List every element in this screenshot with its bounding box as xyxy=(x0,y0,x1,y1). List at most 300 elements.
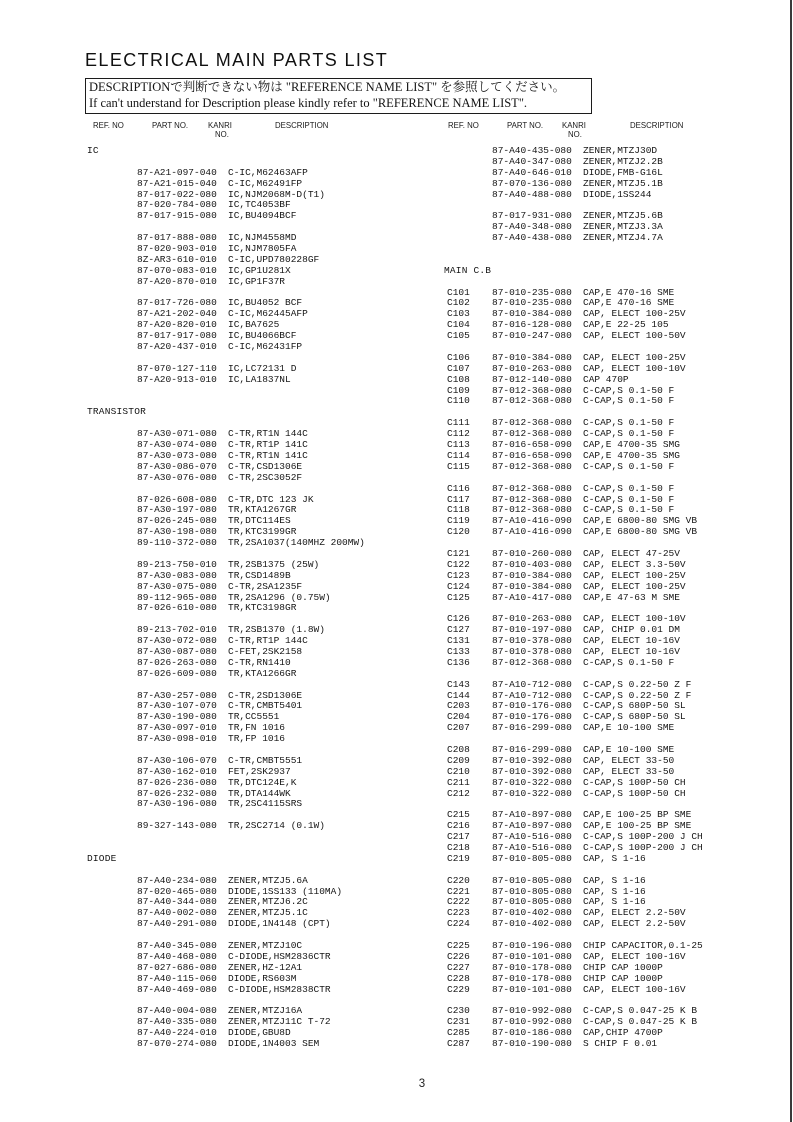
description-cell: CAP,E 470-16 SME xyxy=(583,297,675,309)
part-no-cell: 87-A30-257-080 xyxy=(137,689,217,701)
ref-cell: C101 xyxy=(447,286,470,298)
part-no-cell: 87-017-931-080 xyxy=(492,210,572,222)
ref-cell: C116 xyxy=(447,482,470,494)
ref-cell xyxy=(87,778,137,789)
description-cell: CAP, S 1-16 xyxy=(583,852,646,864)
section-label: MAIN C.B xyxy=(444,264,492,276)
table-row xyxy=(444,919,789,930)
ref-cell: C285 xyxy=(447,1027,470,1039)
table-row xyxy=(87,603,437,614)
ref-cell: C110 xyxy=(447,395,470,407)
ref-cell: C107 xyxy=(447,362,470,374)
description-cell: C-CAP,S 100P-50 CH xyxy=(583,787,686,799)
ref-cell: C226 xyxy=(447,950,470,962)
table-row xyxy=(87,582,437,593)
part-no-cell: 87-016-299-080 xyxy=(492,722,572,734)
ref-cell xyxy=(87,767,137,778)
ref-cell: C230 xyxy=(447,1005,470,1017)
ref-cell: C123 xyxy=(447,569,470,581)
ref-cell: C207 xyxy=(447,722,470,734)
ref-cell xyxy=(87,451,137,462)
description-cell: C-DIODE,HSM2838CTR xyxy=(228,983,331,995)
ref-cell: C111 xyxy=(447,417,470,429)
table-row xyxy=(87,277,437,288)
description-cell: C-CAP,S 680P-50 SL xyxy=(583,700,686,712)
description-cell: C-TR,2SA1235F xyxy=(228,580,303,592)
part-no-cell: 87-010-384-080 xyxy=(492,569,572,581)
description-cell: TR,2SA1037(140MHZ 200MW) xyxy=(228,537,365,549)
table-row xyxy=(444,1039,789,1050)
table-row xyxy=(87,985,437,996)
ref-cell: C143 xyxy=(447,678,470,690)
part-no-cell: 87-026-263-080 xyxy=(137,656,217,668)
description-cell: ZENER,MTZJ5.6A xyxy=(228,874,308,886)
part-no-cell: 87-012-368-080 xyxy=(492,482,572,494)
part-no-cell: 87-A40-435-080 xyxy=(492,145,572,156)
description-cell: CHIP CAP 1000P xyxy=(583,961,663,973)
part-no-cell: 87-A40-469-080 xyxy=(137,983,217,995)
description-cell: C-TR,2SD1306E xyxy=(228,689,303,701)
part-no-cell: 87-A40-234-080 xyxy=(137,874,217,886)
part-no-cell: 87-A30-073-080 xyxy=(137,449,217,461)
ref-cell xyxy=(87,516,137,527)
description-cell: CAP, S 1-16 xyxy=(583,874,646,886)
description-cell: C-FET,2SK2158 xyxy=(228,645,303,657)
description-cell: CAP, ELECT 47-25V xyxy=(583,547,680,559)
description-cell: C-CAP,S 0.1-50 F xyxy=(583,428,675,440)
table-row xyxy=(444,876,789,887)
part-no-cell: 87-A30-075-080 xyxy=(137,580,217,592)
part-no-cell: 8Z-AR3-610-010 xyxy=(137,253,217,265)
ref-cell xyxy=(87,211,137,222)
ref-cell xyxy=(87,1017,137,1028)
ref-cell xyxy=(87,462,137,473)
part-no-cell: 89-213-750-010 xyxy=(137,558,217,570)
row-gap xyxy=(87,832,437,843)
notice-line-japanese: DESCRIPTIONで判断できない物は "REFERENCE NAME LIST" を参照してください。 xyxy=(89,80,566,94)
part-no-cell: 87-A30-072-080 xyxy=(137,635,217,647)
part-no-cell: 87-010-197-080 xyxy=(492,624,572,636)
description-cell: CAP, ELECT 3.3-50V xyxy=(583,558,686,570)
part-no-cell: 87-A40-115-060 xyxy=(137,972,217,984)
description-cell: TR,DTC114ES xyxy=(228,515,291,527)
ref-cell xyxy=(444,190,492,201)
description-cell: CAP, ELECT 33-50 xyxy=(583,765,675,777)
ref-cell: C104 xyxy=(447,319,470,331)
description-cell: ZENER,MTZJ10C xyxy=(228,940,303,952)
description-cell: C-DIODE,HSM2836CTR xyxy=(228,950,331,962)
ref-cell xyxy=(87,647,137,658)
ref-cell xyxy=(87,266,137,277)
ref-cell xyxy=(87,200,137,211)
ref-cell xyxy=(87,168,137,179)
part-no-cell: 87-A30-190-080 xyxy=(137,711,217,723)
notice-line-english: If can't understand for Description please kindly refer to "REFERENCE NAME LIST". xyxy=(89,95,528,110)
ref-cell: C224 xyxy=(447,918,470,930)
part-no-cell: 87-010-235-080 xyxy=(492,297,572,309)
description-cell: C-IC,M62491FP xyxy=(228,177,303,189)
part-no-cell: 87-017-726-080 xyxy=(137,297,217,309)
part-no-cell: 87-A30-097-010 xyxy=(137,722,217,734)
scan-edge-artifact xyxy=(790,0,792,1122)
table-row xyxy=(444,778,789,789)
table-row xyxy=(87,179,437,190)
description-cell: C-CAP,S 100P-50 CH xyxy=(583,776,686,788)
description-cell: C-IC,M62463AFP xyxy=(228,166,308,178)
description-cell: CAP, ELECT 10-16V xyxy=(583,635,680,647)
part-no-cell: 87-A20-437-010 xyxy=(137,341,217,353)
description-cell: CAP,E 22-25 105 xyxy=(583,319,669,331)
ref-cell xyxy=(87,963,137,974)
ref-cell xyxy=(87,179,137,190)
ref-cell: C231 xyxy=(447,1016,470,1028)
ref-cell: C113 xyxy=(447,439,470,451)
part-no-cell: 89-213-702-010 xyxy=(137,624,217,636)
ref-cell xyxy=(87,331,137,342)
section-label: DIODE xyxy=(87,852,117,864)
row-gap xyxy=(444,473,789,484)
ref-cell: C219 xyxy=(447,852,470,864)
description-cell: ZENER,MTZJ5.1B xyxy=(583,177,663,189)
table-row xyxy=(87,1039,437,1050)
description-cell: ZENER,MTZJ3.3A xyxy=(583,221,663,233)
part-no-cell: 87-016-299-080 xyxy=(492,743,572,755)
table-row xyxy=(444,974,789,985)
part-no-cell: 87-A40-438-080 xyxy=(492,232,572,244)
part-no-cell: 87-026-608-080 xyxy=(137,493,217,505)
part-no-cell: 87-A30-198-080 xyxy=(137,526,217,538)
description-cell: C-CAP,S 0.22-50 Z F xyxy=(583,678,692,690)
ref-cell xyxy=(87,593,137,604)
description-cell: CAP 470P xyxy=(583,373,629,385)
description-cell: IC,BU4052 BCF xyxy=(228,297,303,309)
part-no-cell: 87-A10-712-080 xyxy=(492,689,572,701)
part-no-cell: 87-010-378-080 xyxy=(492,645,572,657)
ref-cell xyxy=(87,473,137,484)
part-no-cell: 87-A40-335-080 xyxy=(137,1016,217,1028)
part-no-cell: 87-010-992-080 xyxy=(492,1005,572,1017)
description-cell: CAP, ELECT 33-50 xyxy=(583,754,675,766)
part-no-cell: 87-017-022-080 xyxy=(137,188,217,200)
description-cell: CAP,E 10-100 SME xyxy=(583,743,675,755)
part-no-cell: 87-070-136-080 xyxy=(492,177,572,189)
description-cell: C-CAP,S 0.1-50 F xyxy=(583,460,675,472)
ref-cell: C222 xyxy=(447,896,470,908)
ref-cell xyxy=(87,887,137,898)
part-no-cell: 87-012-368-080 xyxy=(492,460,572,472)
ref-cell xyxy=(87,495,137,506)
part-no-cell: 87-010-176-080 xyxy=(492,700,572,712)
ref-cell xyxy=(87,625,137,636)
part-no-cell: 87-A40-646-010 xyxy=(492,166,572,178)
part-no-cell: 87-A40-488-080 xyxy=(492,188,572,200)
description-cell: CAP, S 1-16 xyxy=(583,896,646,908)
row-gap xyxy=(444,255,789,266)
ref-cell xyxy=(87,440,137,451)
part-no-cell: 87-A10-516-080 xyxy=(492,842,572,853)
description-cell: IC,NJM7805FA xyxy=(228,243,297,255)
part-no-cell: 87-A10-516-080 xyxy=(492,831,572,843)
ref-cell xyxy=(87,636,137,647)
description-cell: CAP, ELECT 100-10V xyxy=(583,613,686,625)
part-no-cell: 87-017-888-080 xyxy=(137,232,217,244)
description-cell: CHIP CAP 1000P xyxy=(583,972,663,984)
column-header-ref-no-right: REF. NO xyxy=(448,120,479,130)
table-row xyxy=(87,538,437,549)
description-cell: CHIP CAPACITOR,0.1-25 xyxy=(583,940,703,952)
column-header-kanri-no-left: NO. xyxy=(215,129,229,139)
part-no-cell: 87-012-368-080 xyxy=(492,428,572,440)
ref-cell: C217 xyxy=(447,831,470,843)
part-no-cell: 87-070-274-080 xyxy=(137,1038,217,1050)
part-no-cell: 87-A10-897-080 xyxy=(492,809,572,821)
ref-cell xyxy=(87,1028,137,1039)
part-no-cell: 89-110-372-080 xyxy=(137,537,217,549)
row-gap xyxy=(444,277,789,288)
part-no-cell: 87-010-392-080 xyxy=(492,754,572,766)
ref-cell xyxy=(87,560,137,571)
description-cell: IC,BA7625 xyxy=(228,319,280,331)
part-no-cell: 87-010-186-080 xyxy=(492,1027,572,1039)
section-label: IC xyxy=(87,145,99,156)
part-no-cell: 87-A10-897-080 xyxy=(492,820,572,832)
ref-cell xyxy=(444,211,492,222)
ref-cell xyxy=(87,952,137,963)
ref-cell xyxy=(87,298,137,309)
ref-cell: C218 xyxy=(447,842,470,853)
part-no-cell: 87-010-992-080 xyxy=(492,1016,572,1028)
ref-cell: C227 xyxy=(447,961,470,973)
ref-cell: C122 xyxy=(447,558,470,570)
table-row xyxy=(87,734,437,745)
table-row xyxy=(444,233,789,244)
part-no-cell: 87-010-384-080 xyxy=(492,351,572,363)
description-cell: TR,2SB1370 (1.8W) xyxy=(228,624,325,636)
description-cell: CAP, S 1-16 xyxy=(583,885,646,897)
part-no-cell: 87-010-190-080 xyxy=(492,1038,572,1050)
description-cell: CAP,E 6800-80 SMG VB xyxy=(583,526,698,538)
ref-cell: C118 xyxy=(447,504,470,516)
ref-cell xyxy=(87,255,137,266)
description-cell: CAP, ELECT 100-10V xyxy=(583,362,686,374)
description-cell: DIODE,FMB-G16L xyxy=(583,166,663,178)
description-cell: CAP,E 470-16 SME xyxy=(583,286,675,298)
ref-cell xyxy=(87,571,137,582)
ref-cell: C133 xyxy=(447,645,470,657)
row-gap xyxy=(444,669,789,680)
part-no-cell: 87-070-127-110 xyxy=(137,362,217,374)
part-no-cell: 87-026-232-080 xyxy=(137,787,217,799)
part-no-cell: 87-012-368-080 xyxy=(492,384,572,396)
description-cell: ZENER,MTZJ30D xyxy=(583,145,658,156)
ref-cell: C287 xyxy=(447,1038,470,1050)
description-cell: IC,TC4053BF xyxy=(228,199,291,211)
part-no-cell: 87-016-658-090 xyxy=(492,439,572,451)
table-row xyxy=(87,669,437,680)
description-cell: C-IC,M62431FP xyxy=(228,341,303,353)
ref-cell: C221 xyxy=(447,885,470,897)
ref-cell: C112 xyxy=(447,428,470,440)
description-cell: C-CAP,S 0.1-50 F xyxy=(583,384,675,396)
table-row xyxy=(444,396,789,407)
description-cell: CAP, ELECT 2.2-50V xyxy=(583,907,686,919)
ref-cell xyxy=(87,603,137,614)
ref-cell: C204 xyxy=(447,711,470,723)
ref-cell xyxy=(87,244,137,255)
section-label: TRANSISTOR xyxy=(87,406,147,418)
description-cell: CAP,E 100-25 BP SME xyxy=(583,809,692,821)
part-no-cell: 87-A30-074-080 xyxy=(137,439,217,451)
part-no-cell: 87-A20-820-010 xyxy=(137,319,217,331)
description-cell: C-CAP,S 0.22-50 Z F xyxy=(583,689,692,701)
ref-cell: C115 xyxy=(447,460,470,472)
ref-cell: C209 xyxy=(447,754,470,766)
part-no-cell: 89-327-143-080 xyxy=(137,820,217,832)
description-cell: C-CAP,S 0.047-25 K B xyxy=(583,1016,698,1028)
table-row xyxy=(444,527,789,538)
description-cell: CAP,E 47-63 M SME xyxy=(583,591,680,603)
ref-cell: C108 xyxy=(447,373,470,385)
part-no-cell: 87-A30-098-010 xyxy=(137,733,217,745)
part-no-cell: 87-026-609-080 xyxy=(137,667,217,679)
ref-cell xyxy=(87,919,137,930)
row-gap xyxy=(87,484,437,495)
part-no-cell: 87-010-176-080 xyxy=(492,711,572,723)
ref-cell xyxy=(87,691,137,702)
part-no-cell: 87-010-101-080 xyxy=(492,983,572,995)
description-cell: C-TR,DTC 123 JK xyxy=(228,493,314,505)
part-no-cell: 87-010-196-080 xyxy=(492,940,572,952)
ref-cell: C216 xyxy=(447,820,470,832)
ref-cell xyxy=(87,789,137,800)
description-cell: IC,LC72131 D xyxy=(228,362,297,374)
description-cell: TR,FN 1016 xyxy=(228,722,286,734)
description-cell: CAP,E 10-100 SME xyxy=(583,722,675,734)
part-no-cell: 87-017-917-080 xyxy=(137,330,217,342)
ref-cell: C124 xyxy=(447,580,470,592)
ref-cell: C203 xyxy=(447,700,470,712)
part-no-cell: 87-010-322-080 xyxy=(492,787,572,799)
ref-cell xyxy=(87,908,137,919)
description-cell: CAP, ELECT 100-25V xyxy=(583,569,686,581)
table-row xyxy=(444,331,789,342)
description-cell: IC,NJM4558MD xyxy=(228,232,297,244)
part-no-cell: 87-012-368-080 xyxy=(492,395,572,407)
part-no-cell: 87-020-903-010 xyxy=(137,243,217,255)
table-row xyxy=(444,375,789,386)
ref-cell xyxy=(87,876,137,887)
ref-cell: C210 xyxy=(447,765,470,777)
description-cell: C-TR,CSD1306E xyxy=(228,460,303,472)
description-cell: FET,2SK2937 xyxy=(228,765,291,777)
ref-cell xyxy=(87,190,137,201)
part-no-cell: 87-A10-417-080 xyxy=(492,591,572,603)
part-no-cell: 87-027-686-080 xyxy=(137,961,217,973)
table-row xyxy=(444,179,789,190)
ref-cell xyxy=(87,658,137,669)
description-cell: C-CAP,S 0.1-50 F xyxy=(583,417,675,429)
ref-cell xyxy=(87,701,137,712)
ref-cell: C223 xyxy=(447,907,470,919)
page-title: ELECTRICAL MAIN PARTS LIST xyxy=(85,50,389,70)
description-cell: ZENER,MTZJ5.6B xyxy=(583,210,663,222)
description-cell: CAP, CHIP 0.01 DM xyxy=(583,624,680,636)
part-no-cell: 87-010-402-080 xyxy=(492,907,572,919)
column-header-ref-no-left: REF. NO xyxy=(93,120,124,130)
ref-cell: C126 xyxy=(447,613,470,625)
description-cell: IC,NJM2068M-D(T1) xyxy=(228,188,325,200)
part-no-cell: 87-010-403-080 xyxy=(492,558,572,570)
description-cell: C-TR,2SC3052F xyxy=(228,471,303,483)
description-cell: TR,2SC4115SRS xyxy=(228,798,303,810)
description-cell: C-CAP,S 0.1-50 F xyxy=(583,482,675,494)
description-cell: C-TR,RT1P 141C xyxy=(228,439,308,451)
ref-cell xyxy=(87,277,137,288)
column-header-kanri-left: KANRI xyxy=(208,120,232,130)
ref-cell xyxy=(87,799,137,810)
ref-cell: C144 xyxy=(447,689,470,701)
description-cell: IC,GP1F37R xyxy=(228,275,286,287)
column-header-description-right: DESCRIPTION xyxy=(630,120,684,130)
description-cell: DIODE,RS603M xyxy=(228,972,297,984)
description-cell: C-TR,CMBT5401 xyxy=(228,700,303,712)
description-cell: C-CAP,S 0.1-50 F xyxy=(583,493,675,505)
description-cell: C-CAP,S 100P-200 J CH xyxy=(583,842,703,853)
part-no-cell: 87-010-263-080 xyxy=(492,613,572,625)
description-cell: C-TR,RN1410 xyxy=(228,656,291,668)
part-no-cell: 87-A30-083-080 xyxy=(137,569,217,581)
table-row xyxy=(87,876,437,887)
part-no-cell: 87-A30-197-080 xyxy=(137,504,217,516)
part-no-cell: 87-010-805-080 xyxy=(492,896,572,908)
part-no-cell: 87-A21-015-040 xyxy=(137,177,217,189)
ref-cell: C228 xyxy=(447,972,470,984)
description-cell: CAP, ELECT 100-25V xyxy=(583,351,686,363)
part-no-cell: 87-A30-086-070 xyxy=(137,460,217,472)
ref-cell: C215 xyxy=(447,809,470,821)
ref-cell xyxy=(87,941,137,952)
description-cell: DIODE,1N4003 SEM xyxy=(228,1038,320,1050)
part-no-cell: 87-010-247-080 xyxy=(492,330,572,342)
table-row xyxy=(87,571,437,582)
ref-cell: C106 xyxy=(447,351,470,363)
part-no-cell: 87-A30-162-010 xyxy=(137,765,217,777)
part-no-cell: 87-026-245-080 xyxy=(137,515,217,527)
part-no-cell: 87-010-378-080 xyxy=(492,635,572,647)
description-cell: C-CAP,S 0.1-50 F xyxy=(583,504,675,516)
description-cell: CAP, ELECT 100-25V xyxy=(583,308,686,320)
ref-cell xyxy=(444,179,492,190)
ref-cell: C225 xyxy=(447,940,470,952)
row-gap xyxy=(87,680,437,691)
column-header-part-no-right: PART NO. xyxy=(507,120,544,130)
description-cell: ZENER,MTZJ6.2C xyxy=(228,896,308,908)
ref-cell: C120 xyxy=(447,526,470,538)
part-no-cell: 87-010-805-080 xyxy=(492,874,572,886)
description-cell: TR,2SB1375 (25W) xyxy=(228,558,320,570)
part-no-cell: 87-026-610-080 xyxy=(137,602,217,614)
description-cell: ZENER,HZ-12A1 xyxy=(228,961,303,973)
ref-cell xyxy=(87,734,137,745)
description-cell: C-CAP,S 0.047-25 K B xyxy=(583,1005,698,1017)
ref-cell xyxy=(87,1006,137,1017)
part-no-cell: 87-A40-468-080 xyxy=(137,950,217,962)
part-no-cell: 87-010-260-080 xyxy=(492,547,572,559)
ref-cell xyxy=(87,669,137,680)
part-no-cell: 87-017-915-080 xyxy=(137,210,217,222)
table-row xyxy=(444,190,789,201)
ref-cell xyxy=(87,233,137,244)
